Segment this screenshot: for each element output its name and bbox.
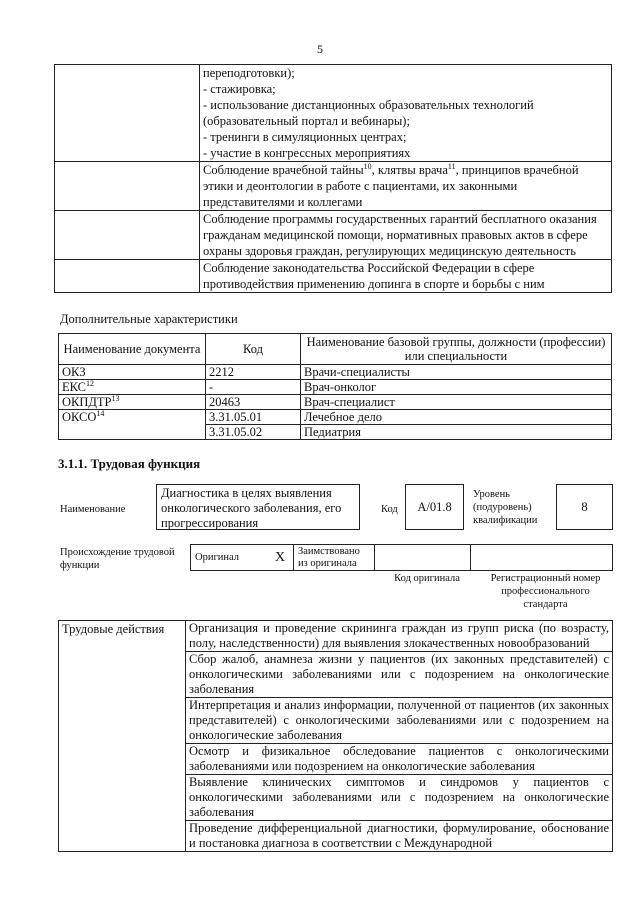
guarantees-text: Соблюдение программы государственных гарантий бесплатного оказания гражданам медицинской помощи, нормативных правовых актов в сфере охраны здоровья граждан, регулирующих медицинскую деятельность	[200, 211, 612, 260]
continuation-label-cell	[55, 211, 200, 260]
table-row	[59, 395, 612, 410]
labour-action-item: Проведение дифференциальной диагностики, формулирование, обоснование и постановка диагноза в соответствии с Международной	[186, 821, 613, 852]
doping-text: Соблюдение законодательства Российской Федерации в сфере противодействия применению допинга в спорте и борьбы с ним	[200, 260, 612, 293]
doc-cell	[59, 380, 206, 395]
labour-action-item: Сбор жалоб, анамнеза жизни у пациентов (их законных представителей) с онкологическими заболеваниями или с подозрением на онкологические заболевания	[186, 652, 613, 698]
code-label: Код	[381, 504, 398, 515]
footnote-ref: 14	[96, 408, 105, 418]
reg-number-caption: Регистрационный номер профессионального стандарта	[490, 573, 601, 610]
table-row	[59, 380, 612, 395]
continuation-content-cell	[200, 65, 612, 162]
doc-name: ОКСО	[62, 410, 97, 424]
footnote-ref: 10	[363, 161, 372, 171]
labour-action-item: Выявление клинических симптомов и синдромов у пациентов с онкологическими заболеваниями или с подозрением на онкологические заболевания	[186, 775, 613, 821]
header-name: Наименование базовой группы, должности (профессии) или специальности	[301, 334, 612, 365]
additional-characteristics-table	[58, 333, 612, 440]
name-cell: Педиатрия	[301, 425, 612, 440]
name-cell: Лечебное дело	[301, 410, 612, 425]
training-item: - использование дистанционных образовательных технологий (образовательный портал и вебинары);	[203, 98, 534, 128]
labour-action-item: Организация и проведение скрининга граждан из групп риска (по возрасту, полу, наследственности) для выявления злокачественных новообразований	[186, 621, 613, 652]
doc-cell	[59, 395, 206, 410]
reg-number-cell	[471, 545, 613, 571]
name-label: Наименование	[60, 504, 126, 515]
training-item: переподготовки);	[203, 66, 295, 80]
name-cell: Врачи-специалисты	[301, 365, 612, 380]
code-cell: 2212	[206, 365, 301, 380]
original-label: Оригинал	[191, 545, 272, 571]
continuation-table	[54, 64, 612, 293]
table-row	[59, 365, 612, 380]
code-cell: 3.31.05.02	[206, 425, 301, 440]
header-code: Код	[206, 334, 301, 365]
training-item: - тренинги в симуляционных центрах;	[203, 130, 407, 144]
footnote-ref: 13	[111, 393, 120, 403]
continuation-label-cell	[55, 162, 200, 211]
borrowed-label: Заимствовано из оригинала	[294, 545, 375, 571]
name-cell: Врач-онколог	[301, 380, 612, 395]
page-number: 5	[317, 42, 323, 56]
training-item: - участие в конгрессных мероприятиях	[203, 146, 411, 160]
labour-action-item: Интерпретация и анализ информации, полученной от пациентов (их законных представителей) с онкологическими заболеваниями или с подозрением на онкологические заболевания	[186, 698, 613, 744]
footnote-ref: 12	[86, 378, 94, 388]
continuation-label-cell	[55, 260, 200, 293]
code-cell: -	[206, 380, 301, 395]
confidentiality-text	[200, 162, 612, 211]
code-cell: 3.31.05.01	[206, 410, 301, 425]
confidentiality-part2: , клятвы врача	[371, 163, 448, 177]
qualification-level-box: 8	[556, 484, 613, 530]
confidentiality-part3: , принципов врачебной этики и деонтологии в работе с пациентами, их законными представителями и коллегами	[203, 163, 579, 209]
original-mark: X	[271, 545, 294, 571]
labour-actions-label: Трудовые действия	[59, 621, 186, 852]
code-cell: 20463	[206, 395, 301, 410]
origin-label: Происхождение трудовой функции	[60, 547, 175, 571]
header-document: Наименование документа	[59, 334, 206, 365]
additional-characteristics-title: Дополнительные характеристики	[60, 312, 238, 326]
function-heading: 3.1.1. Трудовая функция	[58, 456, 201, 471]
code-original-caption: Код оригинала	[394, 573, 460, 584]
name-cell: Врач-специалист	[301, 395, 612, 410]
doc-cell	[59, 365, 206, 380]
doc-cell	[59, 410, 206, 440]
confidentiality-part1: Соблюдение врачебной тайны	[203, 163, 364, 177]
table-row	[59, 410, 612, 425]
table-row	[59, 621, 613, 652]
continuation-label-cell	[55, 65, 200, 162]
labour-action-item: Осмотр и физикальное обследование пациентов с онкологическими заболеваниями или подозрением на онкологические заболевания	[186, 744, 613, 775]
origin-table	[190, 544, 613, 571]
function-name-box: Диагностика в целях выявления онкологического заболевания, его прогрессирования	[156, 484, 360, 530]
level-label: Уровень (подуровень) квалификации	[473, 489, 538, 526]
footnote-ref: 11	[447, 161, 456, 171]
function-code-box: A/01.8	[405, 484, 464, 530]
doc-name: ОКЗ	[62, 365, 86, 379]
code-original-cell	[375, 545, 471, 571]
labour-actions-table	[58, 620, 613, 852]
training-item: - стажировка;	[203, 82, 276, 96]
doc-name: ЕКС	[62, 380, 86, 394]
doc-name: ОКПДТР	[62, 395, 112, 409]
